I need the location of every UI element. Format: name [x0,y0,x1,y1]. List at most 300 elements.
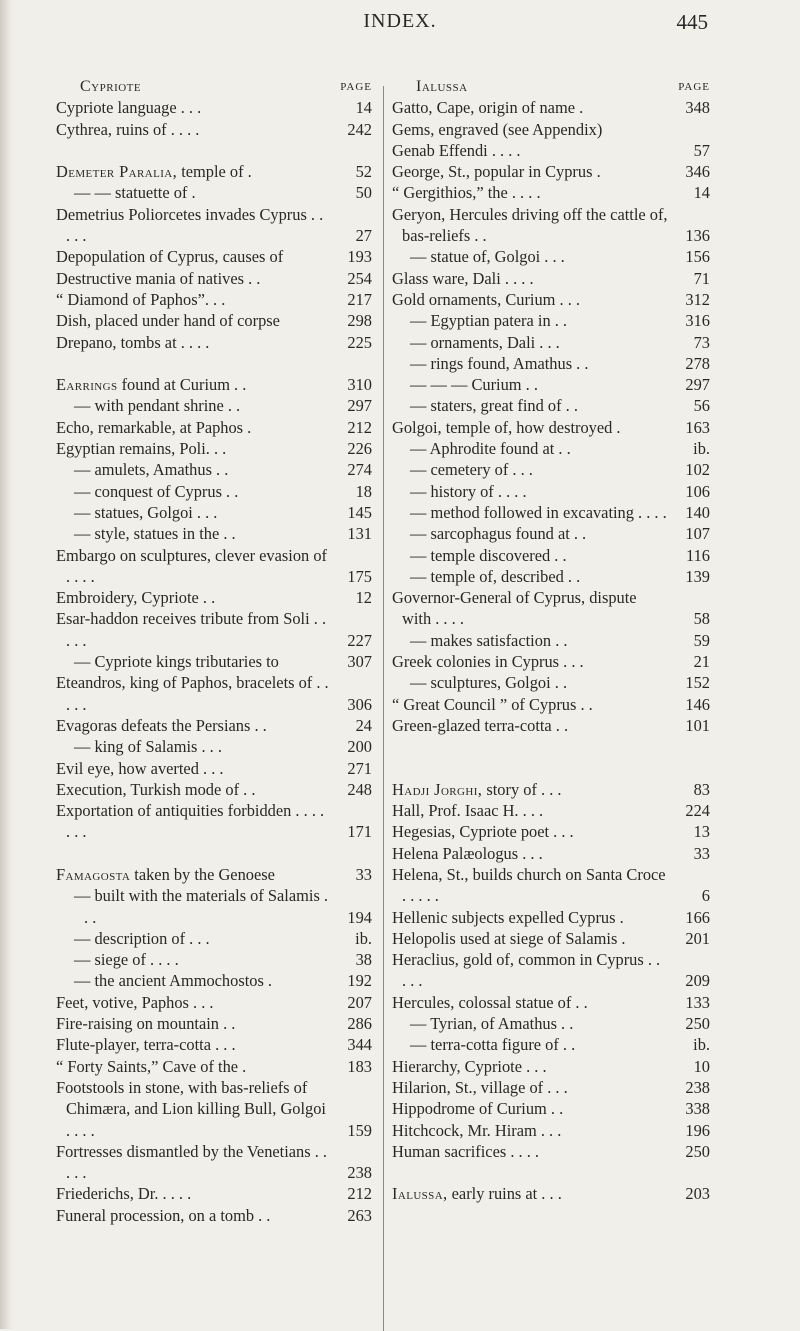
entry-page-number: 348 [685,98,710,118]
entry-body: “ Diamond of Paphos”. . . [56,289,226,309]
index-entry [56,864,372,885]
entry-page-number: 310 [347,375,372,395]
entry-text [56,928,372,949]
entry-page-number: 171 [347,822,372,842]
index-entry [56,374,372,395]
entry-body: — siege of . . . . [74,950,179,970]
index-entry [392,545,710,566]
entry-body: Governor-General of Cyprus, dispute with . . . . [392,588,637,629]
entry-text [392,395,710,416]
entry-body: Flute-player, terra-cotta . . . [56,1035,236,1055]
index-entry [56,992,372,1013]
index-entry [56,970,372,991]
index-entry [392,97,710,118]
entry-body: — description of . . . [74,928,210,948]
index-entry [392,140,710,161]
entry-page-number: 224 [685,801,710,821]
entry-body: — temple of, described . . [410,566,581,586]
entry-lead-word: Earrings [56,375,118,395]
entry-body: — sculptures, Golgoi . . [410,673,568,693]
entry-page-number: 33 [355,864,372,884]
entry-body: — Aphrodite found at . . [410,439,571,459]
entry-body: George, St., popular in Cyprus . [392,162,601,182]
entry-page-number: 116 [686,545,710,565]
entry-page-number: 183 [347,1056,372,1076]
entry-body: Hippodrome of Curium . . [392,1099,564,1119]
entry-body: Green-glazed terra-cotta . . [392,715,569,735]
index-entry [392,332,710,353]
entry-text [392,1034,710,1055]
entry-text [392,1056,710,1077]
entry-page-number: 50 [355,183,372,203]
entry-body: found at Curium . . [117,375,247,395]
entry-page-number: 307 [347,652,372,672]
entry-body: — with pendant shrine . . [74,396,241,416]
index-entry [56,204,372,247]
entry-text [392,1141,710,1162]
index-entry [392,119,710,140]
entry-text [56,970,372,991]
entry-body: — rings found, Amathus . . [410,353,589,373]
entry-text [392,587,710,630]
entry-body: Demetrius Poliorcetes invades Cyprus . . . . . [56,204,324,246]
entry-page-number: ib. [693,1035,710,1055]
entry-page-number: 12 [355,588,372,608]
entry-text [56,1077,372,1141]
entry-text [56,779,372,800]
index-entry [56,523,372,544]
index-column-right [392,76,710,1205]
index-entry [392,246,710,267]
entry-text [392,310,710,331]
entry-body: — style, statues in the . . [74,524,236,544]
section-gap [392,736,710,757]
index-entry [392,1183,710,1204]
entry-body: — makes satisfaction . . [410,630,568,650]
entry-page-number: 102 [685,460,710,480]
entry-text [392,672,710,693]
entry-text [56,289,372,310]
index-entry [392,715,710,736]
entry-text [392,161,710,182]
index-entry [392,1141,710,1162]
entry-body: Exportation of antiquities forbidden . . . . . . . [56,801,325,842]
entry-text [392,779,710,800]
entry-body: Gatto, Cape, origin of name . [392,98,584,118]
entry-body: Hellenic subjects expelled Cyprus . [392,907,624,927]
entry-text [56,502,372,523]
entry-body: Esar-haddon receives tribute from Soli . . . . . [56,609,327,650]
entry-body: Fortresses dismantled by the Venetians . . . . . [56,1141,328,1183]
entry-text [56,758,372,779]
page-number: 445 [676,10,708,34]
index-entry [392,161,710,182]
entry-text [392,800,710,821]
index-entry [392,268,710,289]
entry-text [56,523,372,544]
index-entry [56,672,372,715]
entry-text [392,907,710,928]
index-entry [392,374,710,395]
entry-body: Cypriote language . . . [56,98,202,118]
index-entry [56,268,372,289]
index-column-left [56,76,372,1226]
entry-page-number: 194 [347,907,372,927]
entry-text [392,353,710,374]
index-entry [392,1077,710,1098]
entry-body: — ornaments, Dali . . . [410,332,560,352]
index-entry [56,715,372,736]
entry-body: Glass ware, Dali . . . . [392,268,534,288]
index-entry [56,800,372,843]
index-entry [392,779,710,800]
entry-body: Embargo on sculptures, clever evasion of . . . . [56,545,327,586]
entry-body: Human sacrifices . . . . [392,1141,540,1161]
index-entry [392,694,710,715]
entry-body: Footstools in stone, with bas-reliefs of Chimæra, and Lion killing Bull, Golgoi . . . . [56,1077,326,1140]
entry-body: Echo, remarkable, at Paphos . [56,417,252,437]
entry-page-number: 139 [685,566,710,586]
entry-text [56,736,372,757]
index-entry [392,821,710,842]
index-entry [56,736,372,757]
entry-text [56,97,372,118]
section-gap [392,1162,710,1183]
index-entry [392,204,710,247]
entry-page-number: 156 [685,247,710,267]
entry-body: Hitchcock, Mr. Hiram . . . [392,1120,562,1140]
entry-body: Depopulation of Cyprus, causes of [56,247,284,267]
entry-page-number: 196 [685,1120,710,1140]
entry-body: — built with the materials of Salamis . . . [74,886,329,927]
entry-text [56,651,372,672]
index-entry [56,481,372,502]
entry-page-number: 316 [685,311,710,331]
entry-text [392,821,710,842]
entry-body: Dish, placed under hand of corpse [56,311,280,331]
entry-body: — staters, great find of . . [410,396,578,416]
entry-page-number: 306 [347,694,372,714]
entry-text [392,1077,710,1098]
entry-text [56,885,372,928]
entry-body: Golgoi, temple of, how destroyed . [392,417,621,437]
index-entry [392,1034,710,1055]
entry-lead-word: Hadji Jorghi, [392,779,483,799]
entry-page-number: 33 [693,843,710,863]
entry-text [392,417,710,438]
entry-body: — — statuette of . [74,183,196,203]
entry-body: temple of . [177,162,252,182]
index-entry [392,1098,710,1119]
entry-body: Hierarchy, Cypriote . . . [392,1056,547,1076]
entry-page-number: 200 [347,737,372,757]
entry-text [56,587,372,608]
entry-body: Destructive mania of natives . . [56,268,261,288]
entry-body: “ Forty Saints,” Cave of the . [56,1056,247,1076]
page-edge-shadow [0,0,14,1329]
entry-body: story of . . . [482,779,562,799]
entry-text [392,289,710,310]
entry-page-number: 175 [347,566,372,586]
index-entry [56,161,372,182]
section-gap [56,140,372,161]
index-entry [392,907,710,928]
entry-text [56,268,372,289]
entry-page-number: 238 [685,1077,710,1097]
entry-page-number: 58 [693,609,710,629]
entry-body: — statues, Golgoi . . . [74,502,218,522]
entry-text [392,332,710,353]
entry-page-number: 192 [347,971,372,991]
entry-body: — conquest of Cyprus . . [74,481,239,501]
entry-page-number: 271 [347,758,372,778]
entry-body: Greek colonies in Cyprus . . . [392,652,584,672]
entry-page-number: 6 [701,886,710,906]
entry-page-number: 14 [693,183,710,203]
entry-text [392,204,710,247]
entry-body: — — — Curium . . [410,375,538,395]
entry-page-number: 209 [685,971,710,991]
entry-text [392,928,710,949]
entry-text [392,119,710,140]
entry-body: Genab Effendi . . . . [392,140,521,160]
entry-text [56,459,372,480]
entry-text [56,1205,372,1226]
entry-body: — history of . . . . [410,481,527,501]
index-entry [392,353,710,374]
index-entry [392,672,710,693]
entry-body: Execution, Turkish mode of . . [56,779,256,799]
index-entry [56,310,372,331]
entry-page-number: 146 [685,694,710,714]
index-entry [392,566,710,587]
index-entry [56,928,372,949]
entry-page-number: 212 [347,417,372,437]
entry-page-number: 203 [685,1184,710,1204]
entry-body: Hercules, colossal statue of . . [392,992,588,1012]
index-entry [56,332,372,353]
index-entry [56,949,372,970]
entry-body: Embroidery, Cypriote . . [56,588,216,608]
index-entry [56,246,372,267]
index-entry [56,395,372,416]
index-entry [392,1013,710,1034]
entry-body: Heraclius, gold of, common in Cyprus . . . . . [392,950,661,991]
entry-page-number: 14 [355,98,372,118]
index-entry [392,417,710,438]
index-entry [392,523,710,544]
entry-page-number: 10 [693,1056,710,1076]
entry-text [392,992,710,1013]
entry-page-number: 27 [355,226,372,246]
entry-page-number: 312 [685,289,710,309]
index-entry [56,182,372,203]
entry-body: — temple discovered . . [410,545,567,565]
entry-body: taken by the Genoese [130,864,275,884]
index-entry [392,1056,710,1077]
index-entry [392,651,710,672]
entry-page-number: 278 [685,353,710,373]
entry-page-number: 238 [347,1163,372,1183]
entry-body: Hall, Prof. Isaac H. . . . [392,801,544,821]
entry-page-number: 250 [685,1141,710,1161]
column-heading-title: Cypriote [80,78,142,95]
entry-body: — cemetery of . . . [410,460,533,480]
index-entry [392,481,710,502]
entry-page-number: 297 [685,375,710,395]
entry-page-number: 106 [685,481,710,501]
entry-text [56,395,372,416]
entry-body: Drepano, tombs at . . . . [56,332,210,352]
entry-text [392,949,710,992]
entry-body: Gold ornaments, Curium . . . [392,289,581,309]
entry-page-number: 250 [685,1014,710,1034]
index-entry [56,779,372,800]
entry-page-number: 254 [347,268,372,288]
entry-text [392,843,710,864]
entry-text [56,246,372,267]
entry-text [392,545,710,566]
entry-page-number: 56 [693,396,710,416]
index-entry [56,459,372,480]
entry-page-number: 101 [685,715,710,735]
entry-page-number: 59 [693,630,710,650]
entry-body: Hegesias, Cypriote poet . . . [392,822,574,842]
entry-page-number: 344 [347,1035,372,1055]
entry-page-number: 193 [347,247,372,267]
index-entry [56,758,372,779]
entry-page-number: 298 [347,311,372,331]
entry-page-number: 107 [685,524,710,544]
index-entry [392,949,710,992]
entry-body: — Egyptian patera in . . [410,311,568,331]
entry-text [392,246,710,267]
entry-text [392,1013,710,1034]
entry-text [56,1183,372,1204]
entry-text [392,630,710,651]
index-entry [56,1077,372,1141]
entry-lead-word: Demeter Paralia, [56,162,178,182]
entry-text [392,140,710,161]
index-entry [56,885,372,928]
column-divider [383,86,384,1331]
entry-body: — Tyrian, of Amathus . . [410,1014,574,1034]
running-title: INDEX. [363,10,437,32]
entry-body: — sarcophagus found at . . [410,524,587,544]
entry-text [392,651,710,672]
entry-page-number: 286 [347,1014,372,1034]
entry-body: Egyptian remains, Poli. . . [56,439,227,459]
page-column-label: PAGE [678,81,710,93]
entry-text [56,1013,372,1034]
index-entry [392,864,710,907]
entry-text [392,268,710,289]
entry-text [392,864,710,907]
entry-page-number: 73 [693,332,710,352]
entry-page-number: 346 [685,162,710,182]
entry-body: Cythrea, ruins of . . . . [56,119,200,139]
index-entry [56,651,372,672]
entry-text [392,694,710,715]
entry-text [56,204,372,247]
entry-body: Helena, St., builds church on Santa Croce . . . . . [392,864,666,906]
entry-lead-word: Ialussa, [392,1184,448,1204]
index-entry [392,395,710,416]
index-entry [56,502,372,523]
entry-text [392,481,710,502]
index-entry [56,417,372,438]
entry-text [392,438,710,459]
entry-page-number: ib. [693,439,710,459]
index-entry [392,289,710,310]
entry-text [392,459,710,480]
page-column-label: PAGE [340,81,372,93]
index-entry [56,438,372,459]
entry-page-number: 83 [693,779,710,799]
entry-body: — Cypriote kings tributaries to [74,652,279,672]
index-entry [56,1183,372,1204]
entry-page-number: 166 [685,907,710,927]
index-entry [392,502,710,523]
index-entry [56,1141,372,1184]
entry-page-number: 52 [355,162,372,182]
section-gap [56,843,372,864]
entry-body: Friederichs, Dr. . . . . [56,1184,192,1204]
entry-text [56,374,372,395]
entry-text [392,1120,710,1141]
entry-text [56,800,372,843]
column-heading [56,76,372,97]
entry-page-number: 13 [693,822,710,842]
entry-text [56,608,372,651]
entry-page-number: 274 [347,460,372,480]
entry-page-number: 297 [347,396,372,416]
index-entry [56,289,372,310]
entry-body: Helena Palæologus . . . [392,843,543,863]
entry-text [56,992,372,1013]
entry-body: Geryon, Hercules driving off the cattle of, bas-reliefs . . [392,204,668,246]
entry-page-number: ib. [355,928,372,948]
entry-text [56,417,372,438]
entry-body: — amulets, Amathus . . [74,460,229,480]
entry-page-number: 242 [347,119,372,139]
entry-text [392,566,710,587]
entry-page-number: 263 [347,1205,372,1225]
index-entry [56,587,372,608]
page-header [0,10,800,40]
entry-page-number: 248 [347,779,372,799]
entry-page-number: 225 [347,332,372,352]
entry-text [392,502,710,523]
entry-body: — king of Salamis . . . [74,737,222,757]
entry-text [56,332,372,353]
entry-text [392,97,710,118]
entry-text [56,545,372,588]
entry-text [56,182,372,203]
entry-text [392,523,710,544]
entry-body: — method followed in excavating . . . . [410,502,667,522]
entry-text [56,438,372,459]
entry-page-number: 163 [685,417,710,437]
entry-text [56,1141,372,1184]
entry-body: Hilarion, St., village of . . . [392,1077,568,1097]
index-entry [56,1013,372,1034]
entry-page-number: 38 [355,950,372,970]
entry-page-number: 338 [685,1099,710,1119]
index-entry [56,1205,372,1226]
entry-body: Fire-raising on mountain . . [56,1014,236,1034]
entry-body: Funeral procession, on a tomb . . [56,1205,271,1225]
